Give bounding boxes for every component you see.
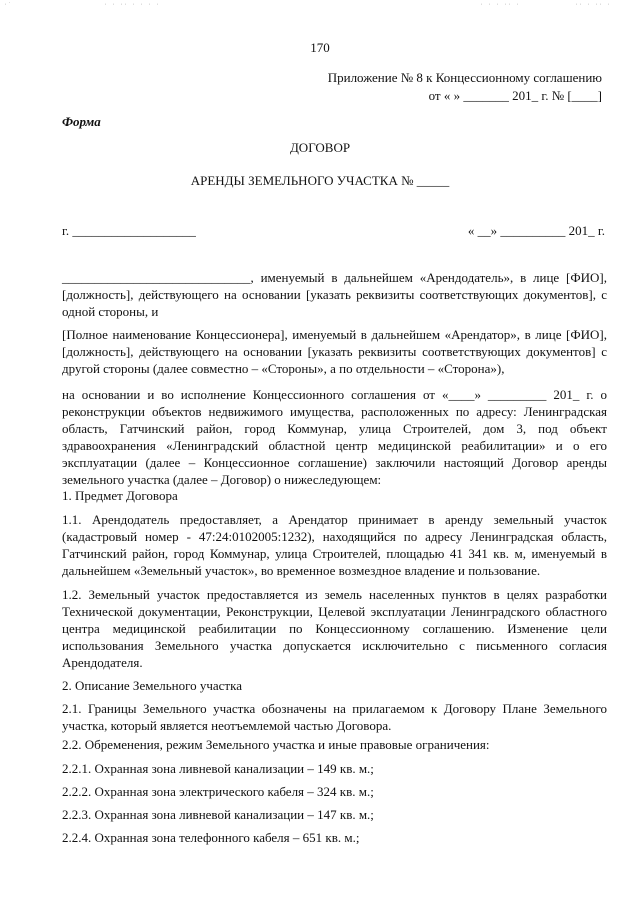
list-item: 2.2.2. Охранная зона электрического кабеля – 324 кв. м.; [62, 784, 374, 799]
clause-1-1: 1.1. Арендодатель предоставляет, а Арендатор принимает в аренду земельный участок (кадастровый номер - 47:24:0102005:1232), находящийся по адресу Ленинградская область, Гатчинский район, город Коммунар, улица Строителей, площадью 41 341 кв. м, именуемый в дальнейшем «Земельный участок», во временное возмездное владение и пользование. [62, 512, 607, 578]
section-1-heading: 1. Предмет Договора [62, 488, 178, 503]
place-date-row [62, 223, 605, 239]
document-title: ДОГОВОР [289, 140, 351, 155]
page-number: 170 [310, 40, 330, 55]
landlord-paragraph: _____________________________, именуемый в дальнейшем «Арендодатель», в лице [ФИО], [должность], действующего на основании [указать реквизиты соответствующих документов], с одной стороны, и [62, 270, 607, 319]
document-subtitle: АРЕНДЫ ЗЕМЕЛЬНОГО УЧАСТКА № _____ [190, 173, 450, 188]
scan-artifact-icon: ·˙ [4, 2, 13, 8]
clause-1-2: 1.2. Земельный участок предоставляется из земель населенных пунктов в целях разработки Технической документации, Реконструкции, Целевой эксплуатации Ленинградского областного центра медицинской реабилитации по Концессионному соглашению. Изменение цели использования Земельного участка допускается исключительно с письменного согласия Арендодателя. [62, 587, 607, 670]
form-label: Форма [62, 114, 101, 129]
scan-artifact-icon: · · · ·· · [480, 2, 521, 8]
appendix-header [328, 69, 602, 105]
date-field: « __» __________ 201_ г. [467, 223, 605, 238]
place-field: г. ___________________ [62, 223, 196, 238]
appendix-line-1: Приложение № 8 к Концессионному соглашению [327, 70, 602, 85]
list-item: 2.2.4. Охранная зона телефонного кабеля – 651 кв. м.; [62, 830, 360, 845]
appendix-line-2: от « » _______ 201_ г. № [____] [428, 88, 602, 103]
clause-2-1: 2.1. Границы Земельного участка обозначены на прилагаемом к Договору Плане Земельного участка, который является неотъемлемой частью Договора. [62, 701, 607, 733]
list-item: 2.2.1. Охранная зона ливневой канализации – 149 кв. м.; [62, 761, 374, 776]
scan-artifact-icon: · · ·· · · · · [104, 2, 161, 8]
basis-paragraph: на основании и во исполнение Концессионного соглашения от «____» _________ 201_ г. о реконструкции объектов недвижимого имущества, расположенных по адресу: Ленинградская область, Гатчинский район, город Коммунар, улица Строителей, дом 3, под объект здравоохранения «Ленинградский областной центр медицинской реабилитации» и о его эксплуатации (далее – Концессионное соглашение) заключили настоящий Договор аренды земельного участка (далее – Договор) о нижеследующем: [62, 387, 607, 487]
section-2-heading: 2. Описание Земельного участка [62, 678, 242, 693]
list-item: 2.2.3. Охранная зона ливневой канализации – 147 кв. м.; [62, 807, 374, 822]
scan-artifact-icon: ·· · ·· · [575, 2, 612, 8]
clause-2-2: 2.2. Обременения, режим Земельного участка и иные правовые ограничения: [62, 737, 490, 752]
tenant-paragraph: [Полное наименование Концессионера], именуемый в дальнейшем «Арендатор», в лице [ФИО], [должность], действующего на основании [указать реквизиты соответствующих документов] с другой стороны (далее совместно – «Стороны», а по отдельности – «Сторона»), [62, 327, 607, 376]
